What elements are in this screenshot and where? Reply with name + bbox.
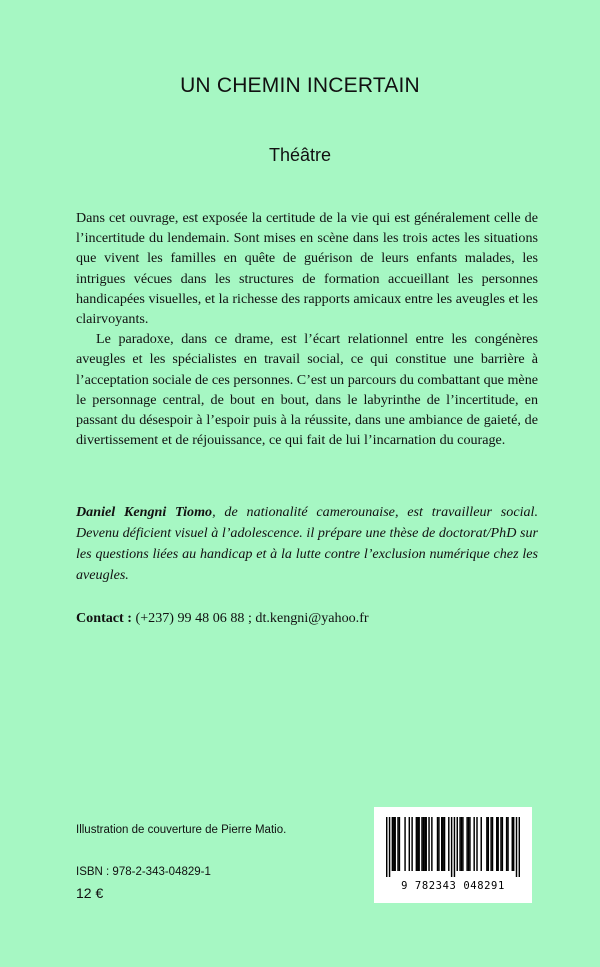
- barcode-digits: 9 782343 048291: [401, 880, 505, 892]
- book-summary: [76, 208, 538, 450]
- illustration-credit: Illustration de couverture de Pierre Matio.: [76, 824, 287, 836]
- barcode: [374, 807, 532, 903]
- book-title: UN CHEMIN INCERTAIN: [180, 74, 420, 97]
- barcode-icon: [386, 817, 520, 877]
- book-genre: Théâtre: [268, 145, 332, 165]
- summary-paragraph: Le paradoxe, dans ce drame, est l’écart relationnel entre les congénères aveugles et les spécialistes en travail social, ce qui constitue une barrière à l’acceptation sociale de ces personnes. C’est un parcours du combattant que mène le personnage central, de bout en bout, dans le labyrinthe de l’incertitude, en passant du désespoir à l’espoir puis à la réussite, dans une ambiance de gaieté, de divertissement et de réjouissance, ce qui fait de lui l’incarnation du courage.: [76, 331, 538, 449]
- author-bio: [76, 502, 538, 586]
- author-description: , de nationalité camerounaise, est travailleur social. Devenu déficient visuel à l’adolescence. il prépare une thèse de doctorat/PhD sur les questions liées au handicap et à la lutte contre l’exclusion numérique chez les aveugles.: [76, 504, 538, 583]
- book-price: 12 €: [76, 885, 104, 901]
- isbn-number: ISBN : 978-2-343-04829-1: [76, 866, 211, 878]
- author-contact: [76, 608, 538, 629]
- contact-value: (+237) 99 48 06 88 ; dt.kengni@yahoo.fr: [131, 610, 369, 626]
- summary-paragraph: Dans cet ouvrage, est exposée la certitude de la vie qui est généralement celle de l’incertitude du lendemain. Sont mises en scène dans les trois actes les situations que vivent les familles en quête de guérison de leurs enfants malades, les intrigues vécues dans les structures de formation accueillant les personnes handicapées visuelles, et la richesse des rapports amicaux entre les aveugles et les clairvoyants.: [76, 210, 538, 328]
- contact-label: Contact :: [76, 610, 132, 626]
- author-name: Daniel Kengni Tiomo: [76, 504, 213, 520]
